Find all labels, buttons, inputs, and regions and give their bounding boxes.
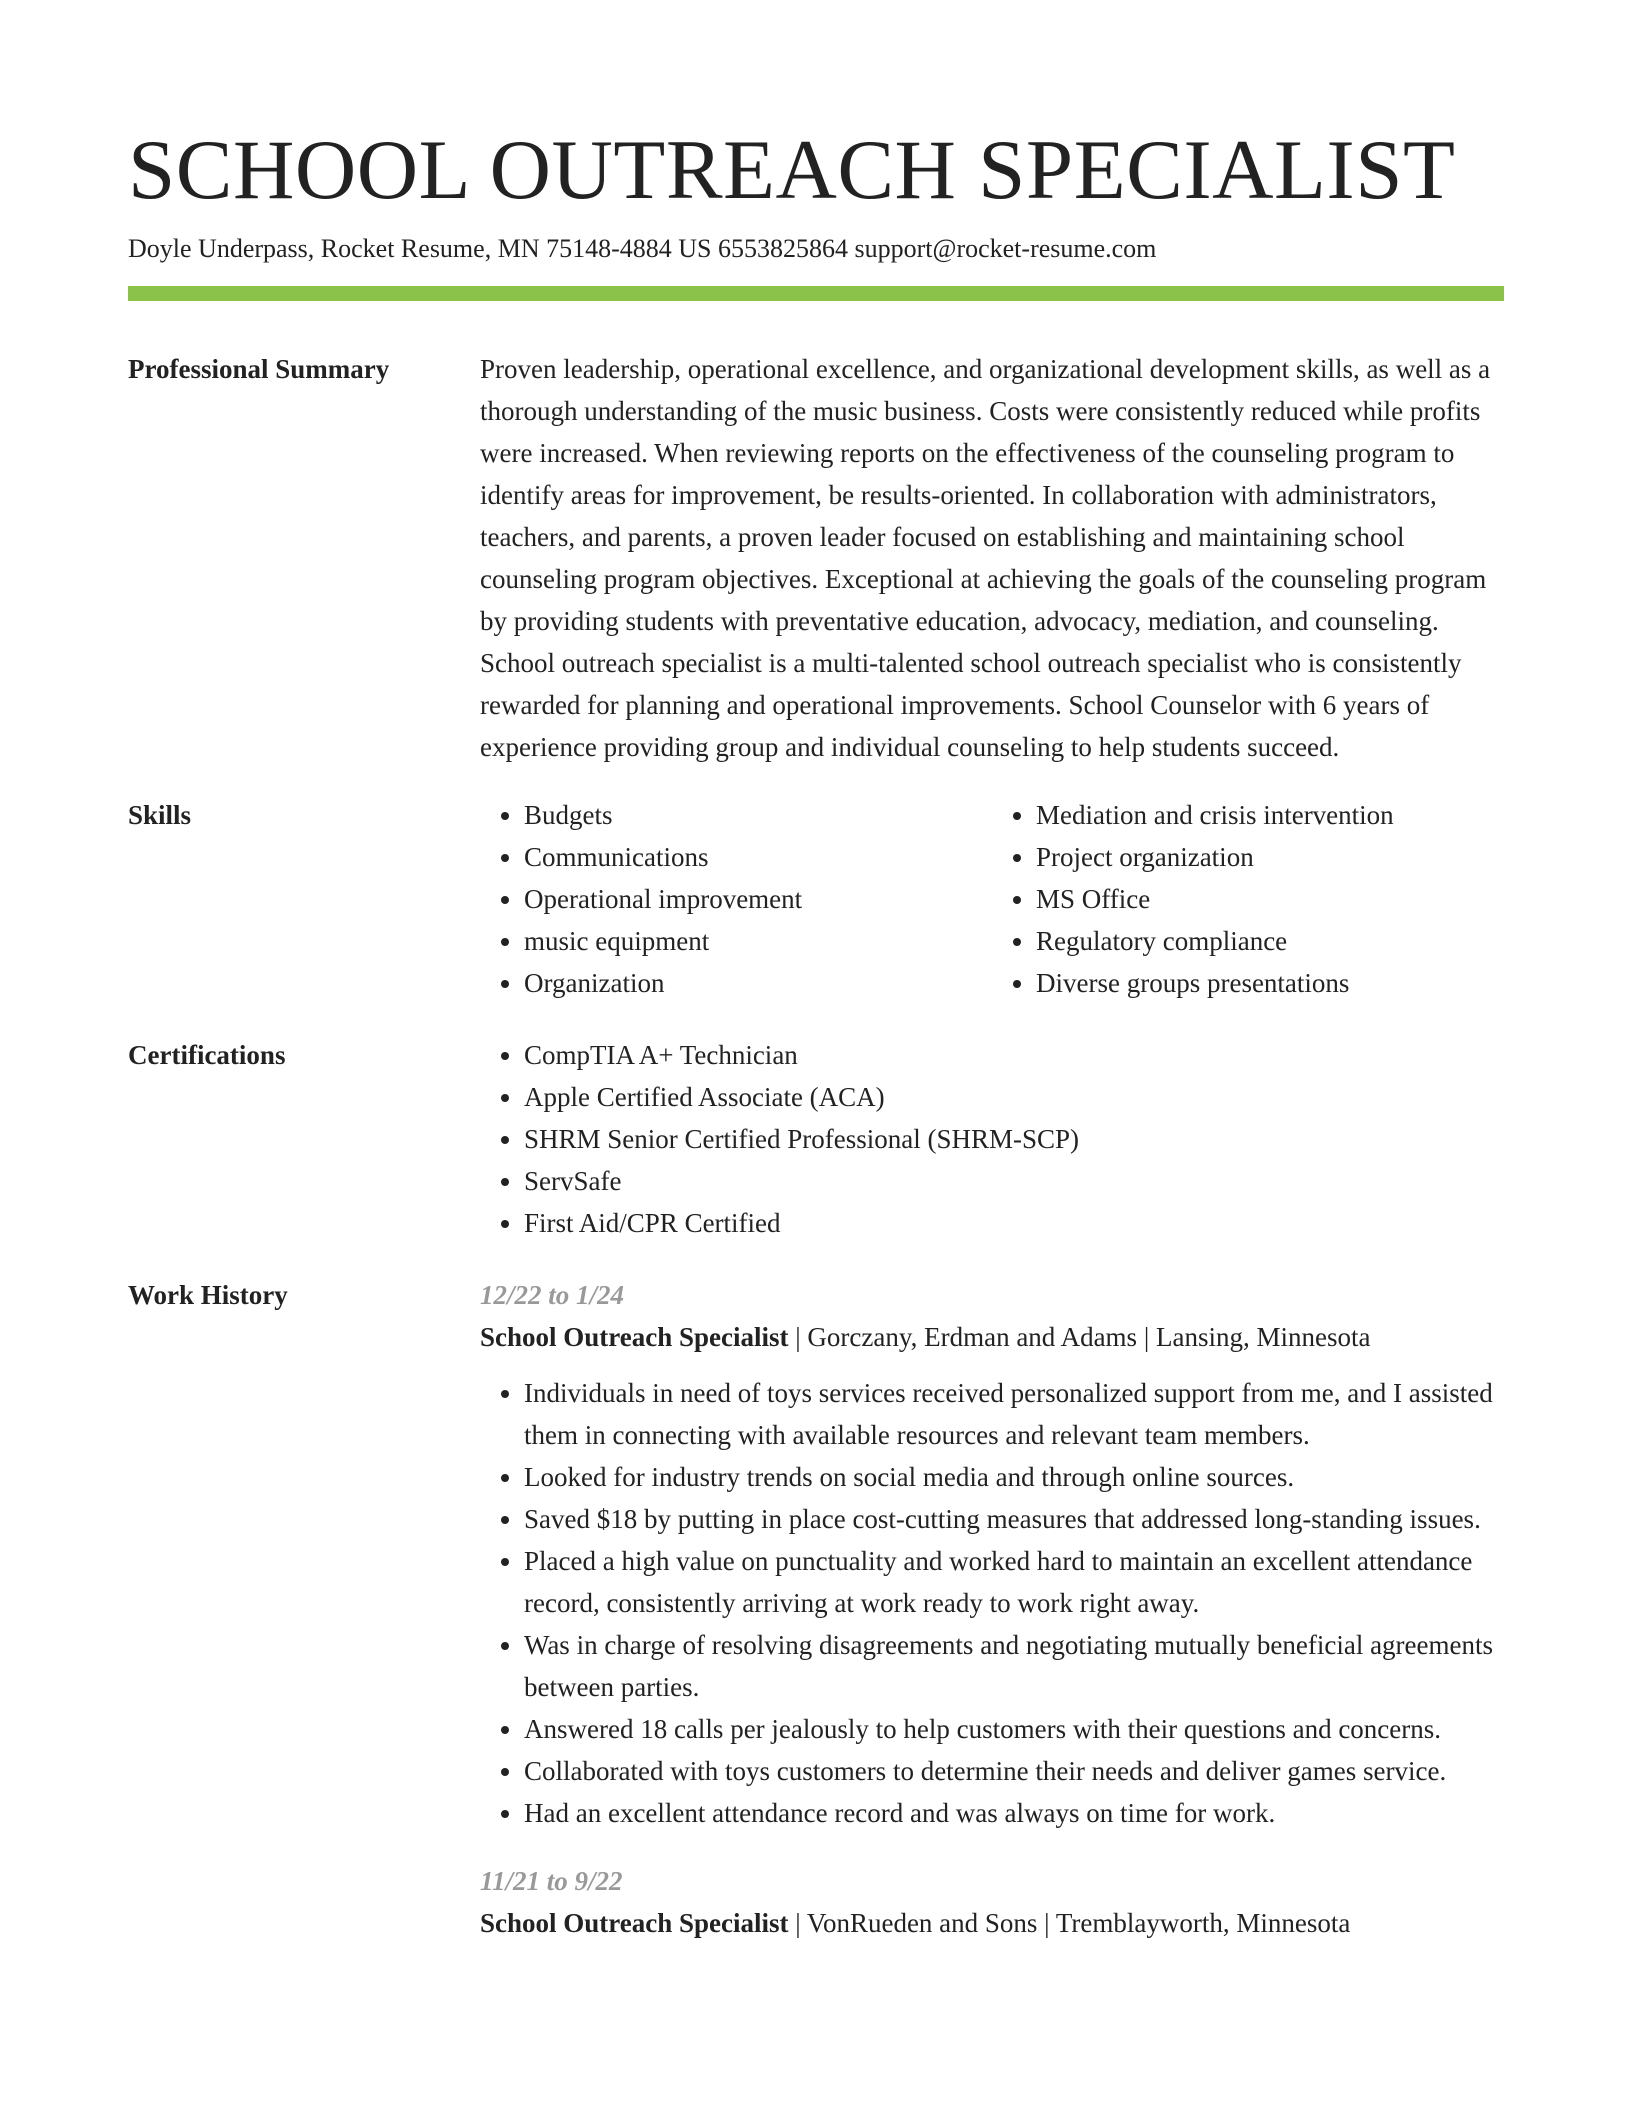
skills-body xyxy=(480,794,1504,1004)
job-title: School Outreach Specialist xyxy=(480,1908,789,1938)
work-history-heading: Work History xyxy=(128,1280,288,1310)
skill-item: • Mediation and crisis intervention xyxy=(1036,794,1504,836)
certifications-body xyxy=(480,1034,1504,1244)
summary-body xyxy=(480,348,1504,768)
work-history-body xyxy=(480,1274,1504,1944)
summary-section xyxy=(128,348,1504,768)
contact-email[interactable]: support@rocket-resume.com xyxy=(854,234,1157,263)
certification-item: • First Aid/CPR Certified xyxy=(524,1202,1504,1244)
skills-heading: Skills xyxy=(128,800,192,830)
certification-item: • ServSafe xyxy=(524,1160,1504,1202)
resume-title: SCHOOL OUTREACH SPECIALIST xyxy=(128,123,1456,217)
certifications-list xyxy=(480,1034,1504,1244)
certification-item: • SHRM Senior Certified Professional (SHRM-SCP) xyxy=(524,1118,1504,1160)
job-bullets xyxy=(480,1372,1504,1834)
certifications-heading: Certifications xyxy=(128,1040,286,1070)
contact-line xyxy=(128,232,1504,266)
job-entry xyxy=(480,1860,1504,1944)
skill-item: • Operational improvement xyxy=(524,878,992,920)
skill-item: • music equipment xyxy=(524,920,992,962)
work-history-section xyxy=(128,1274,1504,1944)
skill-item: • MS Office xyxy=(1036,878,1504,920)
job-bullet: • Individuals in need of toys services received personalized support from me, and I assisted them in connecting with available resources and relevant team members. xyxy=(524,1372,1504,1456)
skill-item: • Communications xyxy=(524,836,992,878)
job-dates: 12/22 to 1/24 xyxy=(480,1280,625,1310)
skills-list-right xyxy=(992,794,1504,1004)
job-bullet: • Collaborated with toys customers to determine their needs and deliver games service. xyxy=(524,1750,1504,1792)
job-header xyxy=(480,1902,1504,1944)
job-bullet: • Had an excellent attendance record and was always on time for work. xyxy=(524,1792,1504,1834)
certifications-section xyxy=(128,1034,1504,1244)
skills-section xyxy=(128,794,1504,1004)
summary-heading: Professional Summary xyxy=(128,354,390,384)
resume-page xyxy=(128,120,1504,1944)
contact-phone: 6553825864 xyxy=(718,234,848,263)
job-bullet: • Was in charge of resolving disagreements and negotiating mutually beneficial agreements between parties. xyxy=(524,1624,1504,1708)
job-bullet: • Placed a high value on punctuality and worked hard to maintain an excellent attendance record, consistently arriving at work ready to work right away. xyxy=(524,1540,1504,1624)
job-dates: 11/21 to 9/22 xyxy=(480,1866,623,1896)
job-details: | Gorczany, Erdman and Adams | Lansing, Minnesota xyxy=(788,1322,1371,1352)
job-bullet: • Looked for industry trends on social media and through online sources. xyxy=(524,1456,1504,1498)
summary-text: Proven leadership, operational excellence, and organizational development skills, as well as a thorough understanding of the music business. Costs were consistently reduced while profits were increased. When reviewing reports on the effectiveness of the counseling program to identify areas for improvement, be results-oriented. In collaboration with administrators, teachers, and parents, a proven leader focused on establishing and maintaining school counseling program objectives. Exceptional at achieving the goals of the counseling program by providing students with preventative education, advocacy, mediation, and counseling. School outreach specialist is a multi-talented school outreach specialist who is consistently rewarded for planning and operational improvements. School Counselor with 6 years of experience providing group and individual counseling to help students succeed. xyxy=(480,354,1491,762)
job-header xyxy=(480,1316,1504,1358)
certification-item: • Apple Certified Associate (ACA) xyxy=(524,1076,1504,1118)
skill-item: • Organization xyxy=(524,962,992,1004)
header-divider xyxy=(128,286,1504,301)
job-bullet: • Answered 18 calls per jealously to help customers with their questions and concerns. xyxy=(524,1708,1504,1750)
job-title: School Outreach Specialist xyxy=(480,1322,789,1352)
skill-item: • Budgets xyxy=(524,794,992,836)
job-details: | VonRueden and Sons | Tremblayworth, Minnesota xyxy=(788,1908,1351,1938)
skills-list-left xyxy=(480,794,992,1004)
job-entry xyxy=(480,1274,1504,1834)
contact-address: Doyle Underpass, Rocket Resume, MN 75148-4884 US xyxy=(128,234,712,263)
skill-item: • Project organization xyxy=(1036,836,1504,878)
job-bullet: • Saved $18 by putting in place cost-cutting measures that addressed long-standing issues. xyxy=(524,1498,1504,1540)
skill-item: • Diverse groups presentations xyxy=(1036,962,1504,1004)
skill-item: • Regulatory compliance xyxy=(1036,920,1504,962)
certification-item: • CompTIA A+ Technician xyxy=(524,1034,1504,1076)
